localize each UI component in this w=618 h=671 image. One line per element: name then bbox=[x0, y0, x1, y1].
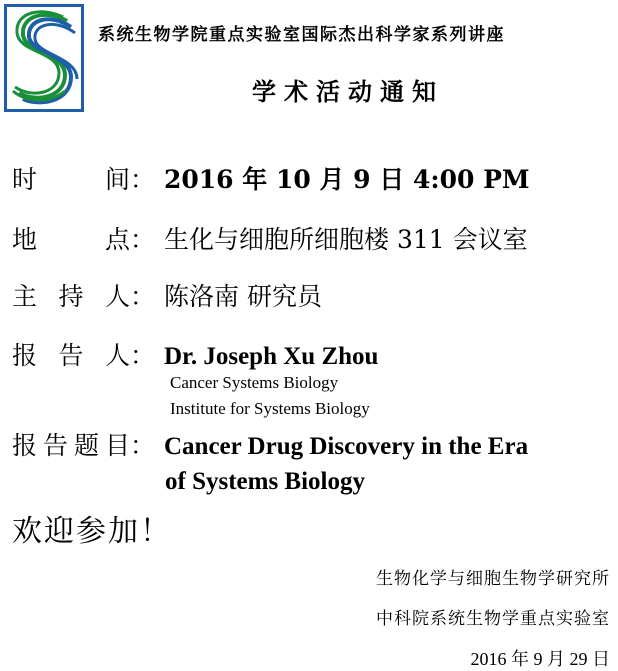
topic-colon: ： bbox=[130, 431, 156, 460]
reporter-name: Dr. Joseph Xu Zhou bbox=[164, 343, 379, 370]
topic-line-2: of Systems Biology bbox=[165, 468, 365, 495]
welcome-text: 欢迎参加！ bbox=[12, 514, 172, 549]
topic-row bbox=[12, 426, 528, 462]
reporter-colon: ： bbox=[130, 341, 156, 370]
time-label: 时 间 bbox=[12, 165, 130, 194]
host-row bbox=[12, 277, 322, 313]
organizer-1: 生物化学与细胞生物学研究所 bbox=[376, 569, 610, 589]
place-value: 生化与细胞所细胞楼 311 会议室 bbox=[164, 225, 528, 254]
host-label: 主持人 bbox=[12, 282, 130, 311]
time-row bbox=[12, 160, 530, 196]
reporter-affiliation-1: Cancer Systems Biology bbox=[170, 373, 339, 392]
host-colon: ： bbox=[130, 282, 156, 311]
organizer-2: 中科院系统生物学重点实验室 bbox=[376, 609, 610, 629]
place-label: 地 点 bbox=[12, 225, 130, 254]
place-colon: ： bbox=[130, 225, 156, 254]
series-title: 系统生物学院重点实验室国际杰出科学家系列讲座 bbox=[98, 25, 505, 45]
notice-date: 2016 年 9 月 29 日 bbox=[470, 649, 610, 669]
institute-logo-icon bbox=[4, 4, 84, 112]
time-colon: ： bbox=[130, 165, 156, 194]
host-value: 陈洛南 研究员 bbox=[164, 282, 322, 311]
time-value: 2016 年 10 月 9 日 4:00 PM bbox=[164, 165, 530, 194]
reporter-row bbox=[12, 336, 378, 372]
reporter-label: 报告人 bbox=[12, 341, 130, 370]
topic-label: 报告题目 bbox=[12, 431, 130, 460]
notice-title: 学术活动通知 bbox=[252, 78, 444, 106]
place-row bbox=[12, 220, 528, 256]
topic-line-1: Cancer Drug Discovery in the Era bbox=[164, 433, 529, 460]
reporter-affiliation-2: Institute for Systems Biology bbox=[170, 399, 370, 418]
